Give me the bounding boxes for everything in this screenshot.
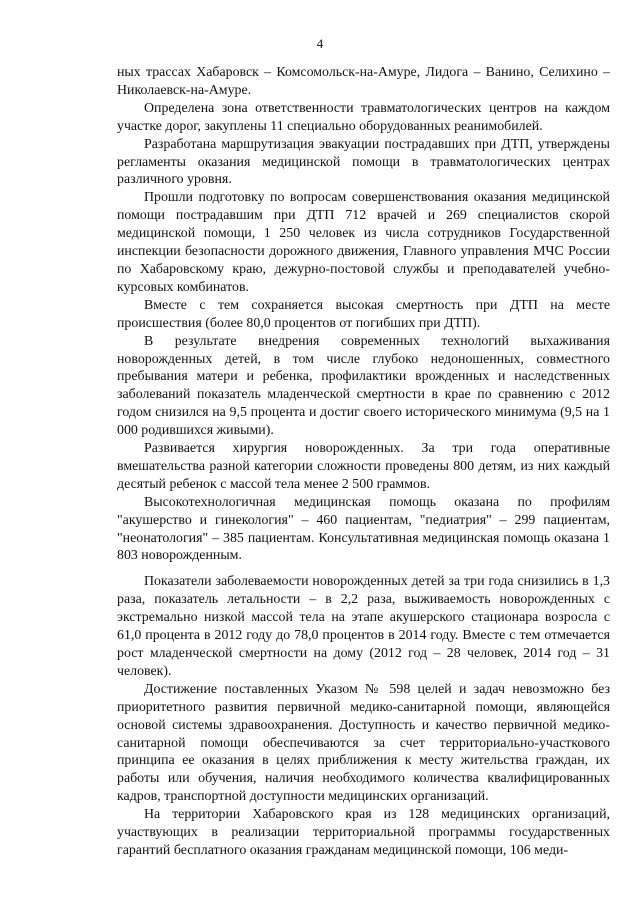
paragraph-9: Показатели заболеваемости новорожденных детей за три года снизились в 1,3 раза, показатель летальности – в 2,2 раза, выживаемость новорожденных с экстремально низкой массой тела на этапе акушерского стационара возросла с 61,0 процента в 2012 году до 78,0 процентов в 2014 году. Вместе с тем отмечается рост младенческой смертности на дому (2012 год – 28 человек, 2014 год – 31 человек).	[117, 574, 610, 679]
paragraph-11: На территории Хабаровского края из 128 медицинских организаций, участвующих в реализации территориальной программы государственных гарантий бесплатного оказания гражданам медицинской помощи, 106 меди-	[117, 807, 610, 858]
paragraph-5: Вместе с тем сохраняется высокая смертность при ДТП на месте происшествия (более 80,0 процентов от погибших при ДТП).	[117, 297, 610, 331]
paragraph-4: Прошли подготовку по вопросам совершенствования оказания медицинской помощи пострадавшим при ДТП 712 врачей и 269 специалистов скорой медицинской помощи, 1 250 человек из числа сотрудников Государственной инспекции безопасности дорожного движения, Главного управления МЧС России по Хабаровскому краю, дежурно-постовой службы и преподавателей учебно-курсовых комбинатов.	[117, 190, 610, 295]
paragraph-7: Развивается хирургия новорожденных. За три года оперативные вмешательства разной категории сложности проведены 800 детям, из них каждый десятый ребенок с массой тела менее 2 500 граммов.	[117, 441, 610, 492]
paragraph-8: Высокотехнологичная медицинская помощь оказана по профилям "акушерство и гинекология" – 460 пациентам, "педиатрия" – 299 пациентам, "неонатология" – 385 пациентам. Консультативная медицинская помощь оказана 1 803 новорожденным.	[117, 494, 610, 564]
document-body	[117, 64, 610, 860]
paragraph-6: В результате внедрения современных технологий выхаживания новорожденных детей, в том числе глубоко недоношенных, совместного пребывания матери и ребенка, профилактики врожденных и наследственных заболеваний показатель младенческой смертности в крае по сравнению с 2012 годом снизился на 9,5 процента и достиг своего исторического минимума (9,5 на 1 000 родившихся живыми).	[117, 333, 610, 439]
paragraph-2: Определена зона ответственности травматологических центров на каждом участке дорог, закуплены 11 специально оборудованных реанимобилей.	[117, 100, 610, 134]
page-number: 4	[316, 36, 324, 51]
paragraph-1: ных трассах Хабаровск – Комсомольск-на-Амуре, Лидога – Ванино, Селихино – Николаевск-на-Амуре.	[117, 65, 610, 98]
paragraph-3: Разработана маршрутизация эвакуации пострадавших при ДТП, утверждены регламенты оказания медицинской помощи в травматологических центрах различного уровня.	[117, 136, 610, 188]
paragraph-10: Достижение поставленных Указом № 598 целей и задач невозможно без приоритетного развития первичной медико-санитарной помощи, являющейся основой системы здравоохранения. Доступность и качество первичной медико-санитарной помощи обеспечиваются за счет территориально-участкового принципа ее оказания в целях приближения к месту жительства граждан, их работы или обучения, наличия необходимого количества квалифицированных кадров, транспортной доступности медицинских организаций.	[117, 681, 610, 805]
